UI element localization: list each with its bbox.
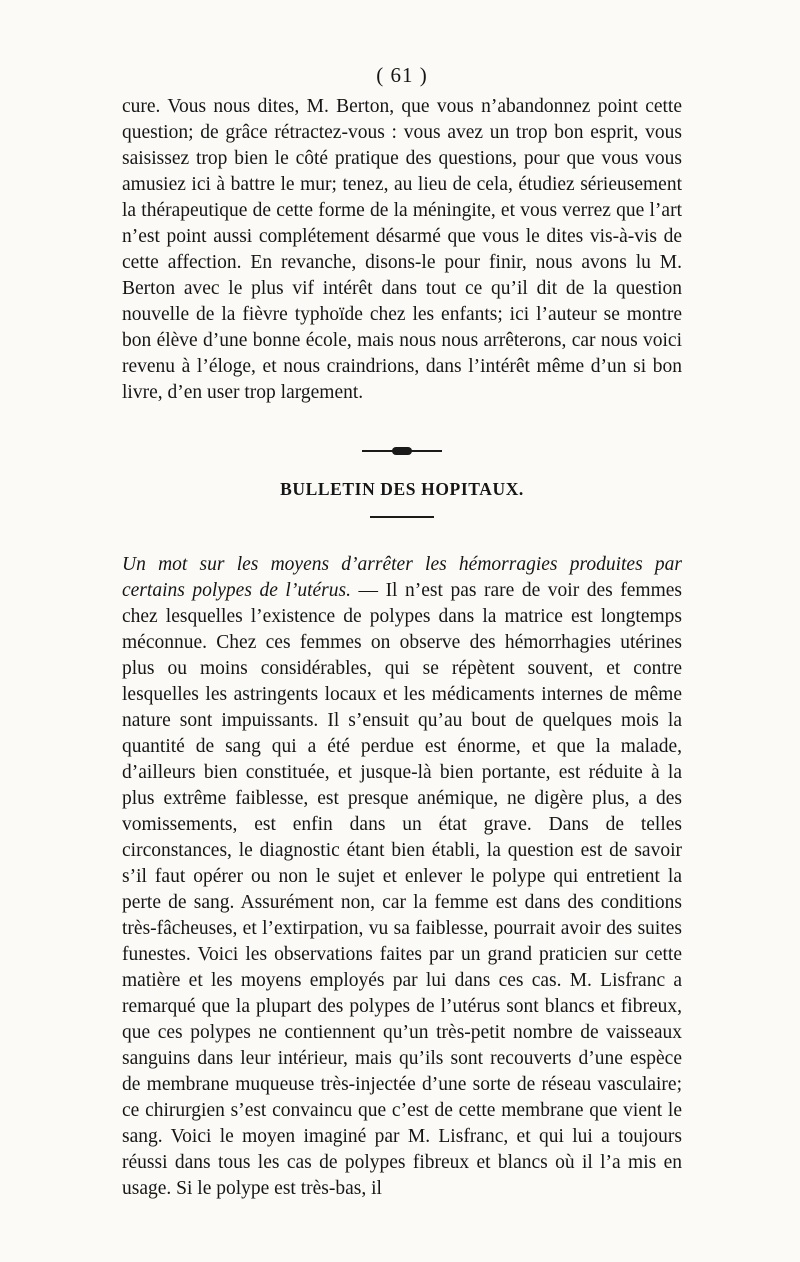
intro-paragraph: cure. Vous nous dites, M. Berton, que vous n’abandonnez point cette question; de grâce rétractez-vous : vous avez un trop bon esprit, vous saisissez trop bien le côté pratique des questions, pour que vous vous amusiez ici à battre le mur; tenez, au lieu de cela, étudiez sérieusement la thérapeutique de cette forme de la méningite, et vous verrez que l’art n’est point aussi complétement désarmé que vous le dites vis-à-vis de cette affection. En revanche, disons-le pour finir, nous avons lu M. Berton avec le plus vif intérêt dans tout ce qu’il dit de la question nouvelle de la fièvre typhoïde chez les enfants; ici l’auteur se montre bon élève d’une bonne école, mais nous nous arrêterons, car nous voici revenu à l’éloge, et nous craindrions, dans l’intérêt même d’un si bon livre, d’en user trop largement. [122, 96, 682, 403]
heading-underline-rule [370, 516, 434, 518]
ornamental-rule-knot [392, 447, 412, 455]
page-number: ( 61 ) [376, 63, 428, 87]
book-page [122, 62, 682, 1202]
section-heading: BULLETIN DES HOPITAUX. [280, 479, 524, 499]
ornamental-rule [362, 444, 442, 458]
article-body: Il n’est pas rare de voir des femmes chez lesquelles l’existence de polypes dans la matrice est longtemps méconnue. Chez ces femmes on observe des hémorrhagies utérines plus ou moins considérables, qui se répètent souvent, et contre lesquelles les astringents locaux et les médicaments internes de même nature sont impuissants. Il s’ensuit qu’au bout de quelques mois la quantité de sang qui a été perdue est énorme, et que la malade, d’ailleurs bien constituée, et jusque-là bien portante, est réduite à la plus extrême faiblesse, est presque anémique, ne digère plus, a des vomissements, est enfin dans un état grave. Dans de telles circonstances, le diagnostic étant bien établi, la question est de savoir s’il faut opérer ou non le sujet et enlever le polype qui entretient la perte de sang. Assurément non, car la femme est dans des conditions très-fâcheuses, et l’extirpation, vu sa faiblesse, pourrait avoir des suites funestes. Voici les observations faites par un grand praticien sur cette matière et les moyens employés par lui dans ces cas. M. Lisfranc a remarqué que la plupart des polypes de l’utérus sont blancs et fibreux, que ces polypes ne contiennent qu’un très-petit nombre de vaisseaux sanguins dans leur intérieur, mais qu’ils sont recouverts d’une espèce de membrane muqueuse très-injectée d’une sorte de réseau vasculaire; ce chirurgien s’est convaincu que c’est de cette membrane que vient le sang. Voici le moyen imaginé par M. Lisfranc, et qui lui a toujours réussi dans tous les cas de polypes fibreux et blancs où il l’a mis en usage. Si le polype est très-bas, il [122, 580, 682, 1199]
article-separator: — [350, 580, 386, 601]
article-title: Un mot sur les moyens d’arrêter les hémorragies produites par certains polypes de l’utérus. [122, 554, 682, 601]
article-paragraph [122, 552, 682, 1202]
